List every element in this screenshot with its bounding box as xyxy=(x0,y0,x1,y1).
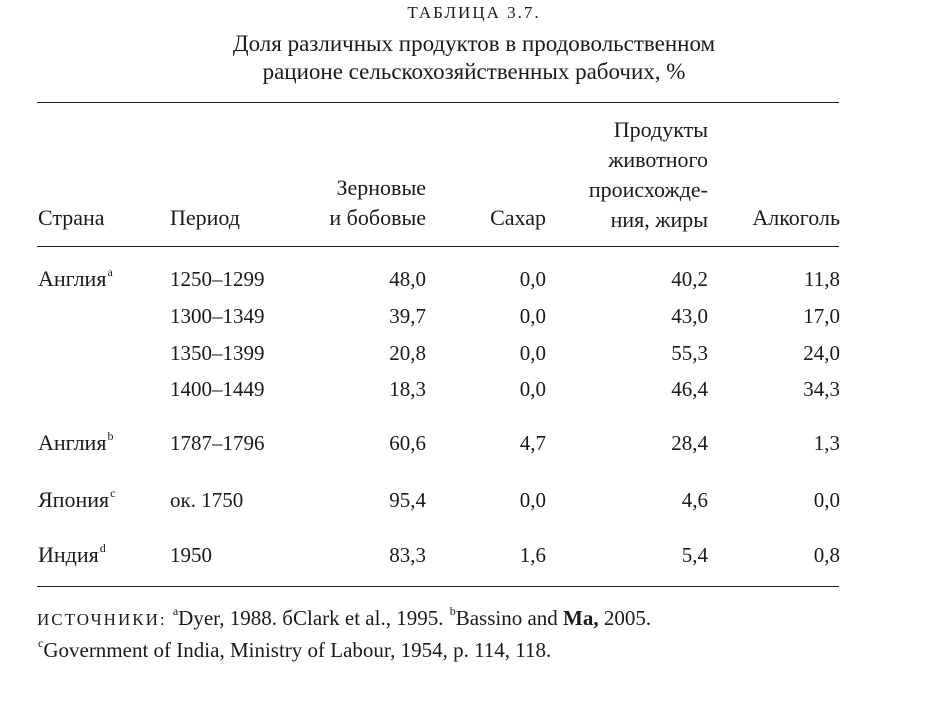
header-animal-line-3: происхожде- xyxy=(588,177,708,202)
header-period: Период xyxy=(170,205,240,230)
cell-alcohol: 11,8 xyxy=(804,267,840,291)
cell-grain: 60,6 xyxy=(389,431,426,455)
cell-grain: 95,4 xyxy=(389,488,426,512)
cell-animal: 55,3 xyxy=(671,341,708,365)
sources-line-2 xyxy=(37,635,867,665)
header-sugar: Сахар xyxy=(490,205,546,230)
cell-period: 1300–1349 xyxy=(170,304,265,328)
header-alcohol: Алкоголь xyxy=(752,205,840,230)
header-animal-line-1: Продукты xyxy=(613,117,708,142)
header-grain-line-2: и бобовые xyxy=(329,205,426,230)
cell-period: 1787–1796 xyxy=(170,431,265,455)
source-b-post: 2005. xyxy=(603,606,652,630)
cell-grain: 18,3 xyxy=(389,377,426,401)
sources-note xyxy=(37,603,867,665)
cell-sugar: 1,6 xyxy=(519,543,546,567)
table-caption-label: ТАБЛИЦА 3.7. xyxy=(407,3,541,22)
cell-alcohol: 24,0 xyxy=(803,341,840,365)
cell-alcohol: 1,3 xyxy=(813,431,840,455)
header-grain xyxy=(290,173,426,233)
header-animal xyxy=(540,115,708,235)
cell-grain: 48,0 xyxy=(389,267,426,291)
cell-country: Индия$^d$ xyxy=(38,541,106,567)
cell-animal: 46,4 xyxy=(671,377,708,401)
header-country: Страна xyxy=(38,205,105,230)
cell-grain: 83,3 xyxy=(389,543,426,567)
cell-animal: 5,4 xyxy=(681,543,708,567)
table-title-line-2: рационе сельскохозяйственных рабочих, % xyxy=(262,59,686,84)
footnote-marker: b xyxy=(449,604,456,618)
cell-alcohol: 34,3 xyxy=(803,377,840,401)
cell-alcohol: 0,8 xyxy=(813,543,840,567)
cell-sugar: 0,0 xyxy=(519,304,546,328)
header-animal-line-2: животного xyxy=(608,147,708,172)
source-c: Government of India, Ministry of Labour, 1954, p. 114, 118. xyxy=(43,638,552,662)
cell-period: 1250–1299 xyxy=(170,267,265,291)
table-title-line-1: Доля различных продуктов в продовольственном xyxy=(232,31,716,56)
cell-country: Англия$^a$ xyxy=(38,265,113,291)
cell-sugar: 4,7 xyxy=(519,431,546,455)
bottom-rule xyxy=(37,586,839,587)
header-grain-line-1: Зерновые xyxy=(336,175,426,200)
cell-grain: 20,8 xyxy=(389,341,426,365)
cell-animal: 40,2 xyxy=(671,267,708,291)
cell-sugar: 0,0 xyxy=(519,377,546,401)
header-rule xyxy=(37,246,839,247)
cell-alcohol: 17,0 xyxy=(803,304,840,328)
cell-animal: 4,6 xyxy=(681,488,708,512)
cell-sugar: 0,0 xyxy=(519,488,546,512)
source-b-bold: Ma, xyxy=(563,606,599,630)
footnote-marker: a xyxy=(172,604,179,618)
sources-label: ИСТОЧНИКИ: xyxy=(37,610,167,629)
footnote-marker: d xyxy=(99,541,106,555)
table-caption-title xyxy=(0,30,948,86)
cell-alcohol: 0,0 xyxy=(813,488,840,512)
source-a: Dyer, 1988. бClark et al., 1995. xyxy=(178,606,444,630)
source-b-pre: Bassino and xyxy=(455,606,558,630)
cell-period: 1950 xyxy=(170,543,212,567)
cell-country: Япония$^c$ xyxy=(38,486,116,512)
cell-animal: 43,0 xyxy=(671,304,708,328)
cell-country: Англия$^b$ xyxy=(38,429,114,455)
cell-period: 1350–1399 xyxy=(170,341,265,365)
cell-grain: 39,7 xyxy=(389,304,426,328)
footnote-marker: c xyxy=(110,486,116,500)
cell-sugar: 0,0 xyxy=(519,267,546,291)
cell-period: 1400–1449 xyxy=(170,377,265,401)
footnote-marker: c xyxy=(38,636,44,650)
cell-period: ок. 1750 xyxy=(170,488,244,512)
top-rule xyxy=(37,102,839,103)
footnote-marker: a xyxy=(107,265,113,279)
footnote-marker: b xyxy=(107,429,114,443)
cell-sugar: 0,0 xyxy=(519,341,546,365)
cell-animal: 28,4 xyxy=(671,431,708,455)
sources-line-1 xyxy=(37,603,867,635)
header-animal-line-4: ния, жиры xyxy=(610,207,708,232)
